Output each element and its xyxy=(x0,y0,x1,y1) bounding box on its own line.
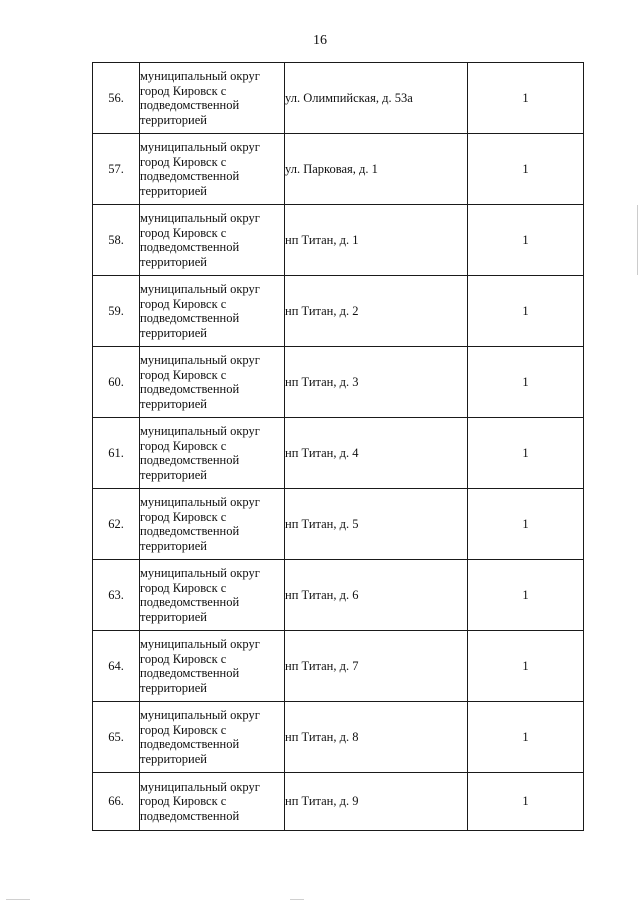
district-text: муниципальный округ город Кировск с подведомственной территорией xyxy=(140,69,260,127)
address-cell: нп Титан, д. 9 xyxy=(285,773,468,831)
page-number: 16 xyxy=(313,33,327,48)
count-cell: 1 xyxy=(468,631,584,702)
address-cell: нп Титан, д. 4 xyxy=(285,418,468,489)
district-text: муниципальный округ город Кировск с подведомственной территорией xyxy=(140,282,260,340)
scan-bottom-mark xyxy=(6,899,30,900)
row-number: 66. xyxy=(93,773,140,831)
count-cell: 1 xyxy=(468,63,584,134)
row-number: 60. xyxy=(93,347,140,418)
district-text: муниципальный округ город Кировск с подведомственной территорией xyxy=(140,495,260,553)
address-cell: нп Титан, д. 3 xyxy=(285,347,468,418)
district-cell xyxy=(140,276,285,347)
table-row xyxy=(93,560,584,631)
count-cell: 1 xyxy=(468,347,584,418)
table-row xyxy=(93,134,584,205)
scan-edge-mark xyxy=(637,205,638,275)
address-cell: нп Титан, д. 2 xyxy=(285,276,468,347)
district-cell xyxy=(140,702,285,773)
row-number: 63. xyxy=(93,560,140,631)
address-cell: ул. Олимпийская, д. 53а xyxy=(285,63,468,134)
address-cell: нп Титан, д. 8 xyxy=(285,702,468,773)
district-text: муниципальный округ город Кировск с подведомственной территорией xyxy=(140,424,260,482)
address-cell: нп Титан, д. 6 xyxy=(285,560,468,631)
count-cell: 1 xyxy=(468,205,584,276)
table-row xyxy=(93,773,584,831)
district-text: муниципальный округ город Кировск с подведомственной территорией xyxy=(140,637,260,695)
count-cell: 1 xyxy=(468,418,584,489)
address-cell: нп Титан, д. 1 xyxy=(285,205,468,276)
address-cell: нп Титан, д. 7 xyxy=(285,631,468,702)
count-cell: 1 xyxy=(468,702,584,773)
table-row xyxy=(93,347,584,418)
count-cell: 1 xyxy=(468,134,584,205)
count-cell: 1 xyxy=(468,276,584,347)
district-cell xyxy=(140,773,285,831)
table-row xyxy=(93,631,584,702)
registry-table xyxy=(92,62,584,831)
row-number: 59. xyxy=(93,276,140,347)
count-cell: 1 xyxy=(468,560,584,631)
district-text: муниципальный округ город Кировск с подведомственной территорией xyxy=(140,566,260,624)
district-cell xyxy=(140,418,285,489)
district-text: муниципальный округ город Кировск с подведомственной территорией xyxy=(140,140,260,198)
row-number: 57. xyxy=(93,134,140,205)
row-number: 58. xyxy=(93,205,140,276)
district-cell xyxy=(140,560,285,631)
district-cell xyxy=(140,205,285,276)
count-cell: 1 xyxy=(468,773,584,831)
row-number: 61. xyxy=(93,418,140,489)
table-row xyxy=(93,205,584,276)
district-cell xyxy=(140,631,285,702)
scan-bottom-mark xyxy=(290,899,304,900)
table-row xyxy=(93,489,584,560)
table-row xyxy=(93,63,584,134)
district-text: муниципальный округ город Кировск с подведомственной xyxy=(140,779,260,823)
table-row xyxy=(93,418,584,489)
row-number: 64. xyxy=(93,631,140,702)
table-row xyxy=(93,702,584,773)
district-text: муниципальный округ город Кировск с подведомственной территорией xyxy=(140,708,260,766)
address-cell: нп Титан, д. 5 xyxy=(285,489,468,560)
district-text: муниципальный округ город Кировск с подведомственной территорией xyxy=(140,353,260,411)
row-number: 65. xyxy=(93,702,140,773)
table-row xyxy=(93,276,584,347)
district-cell xyxy=(140,63,285,134)
address-cell: ул. Парковая, д. 1 xyxy=(285,134,468,205)
row-number: 56. xyxy=(93,63,140,134)
row-number: 62. xyxy=(93,489,140,560)
count-cell: 1 xyxy=(468,489,584,560)
district-cell xyxy=(140,134,285,205)
district-cell xyxy=(140,347,285,418)
district-cell xyxy=(140,489,285,560)
district-text: муниципальный округ город Кировск с подведомственной территорией xyxy=(140,211,260,269)
